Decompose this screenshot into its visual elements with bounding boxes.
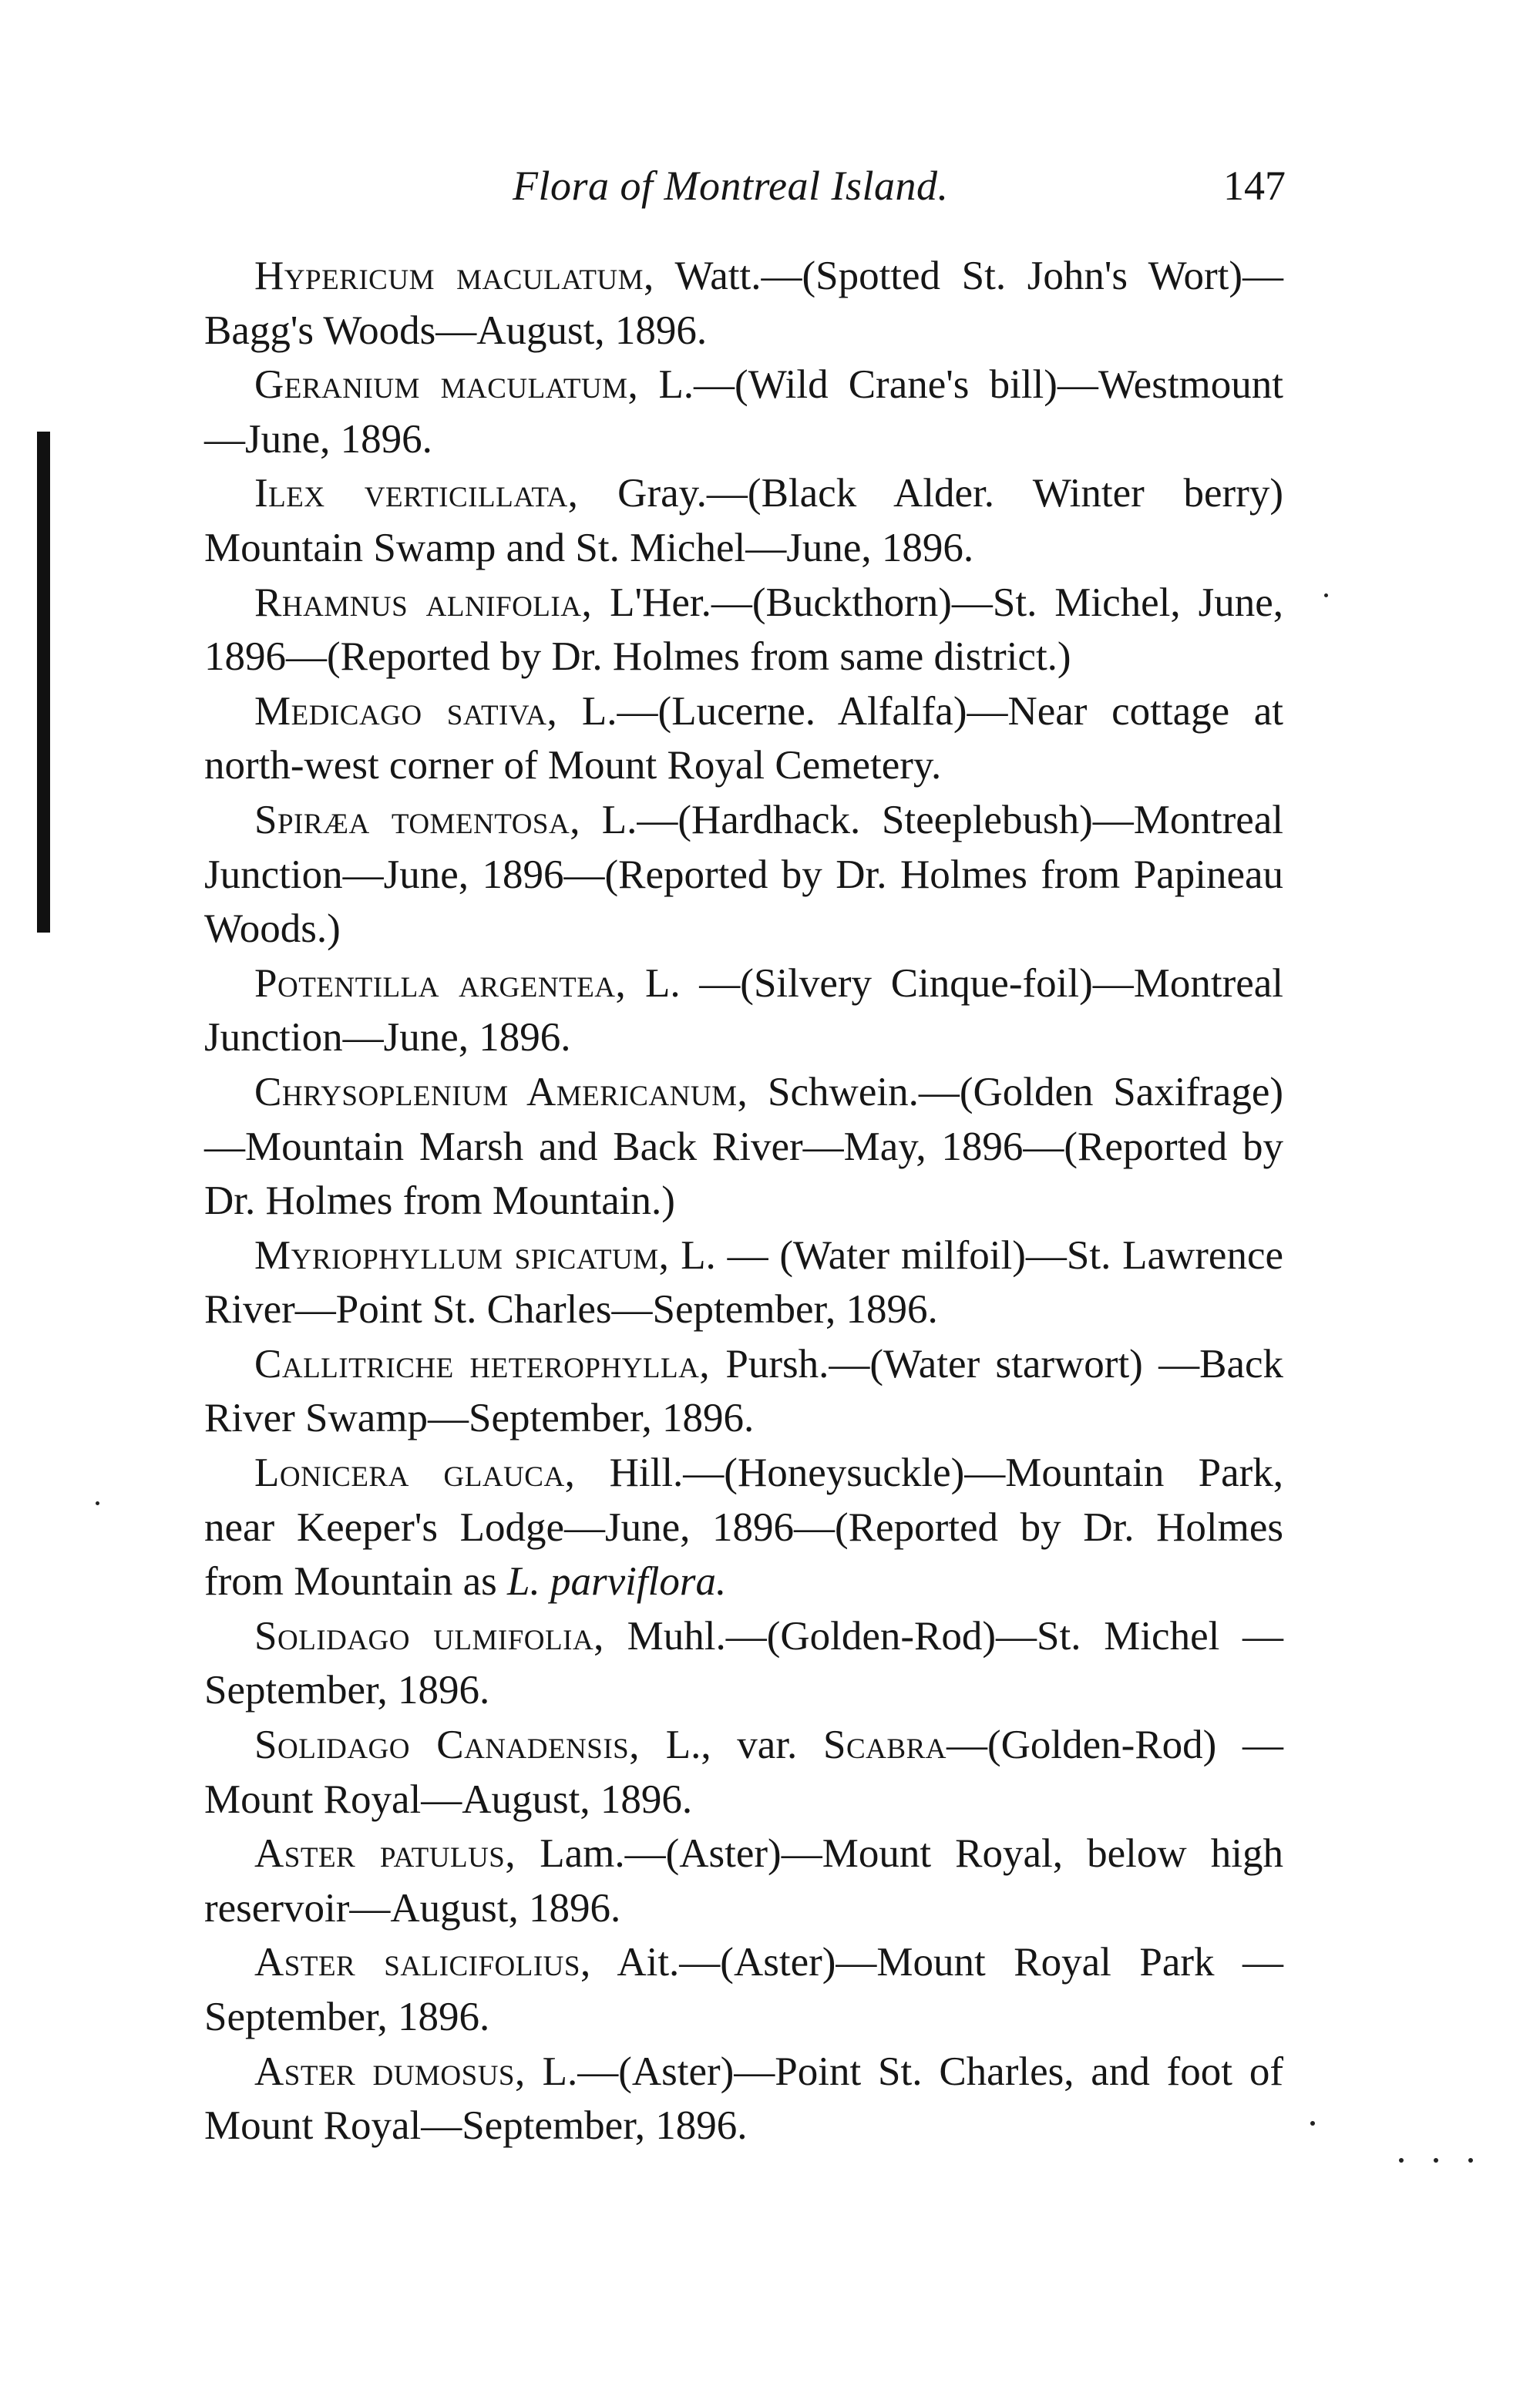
species-name: Chrysoplenium Americanum,: [254, 1069, 748, 1114]
species-entry: [204, 1718, 1283, 1827]
species-details: Schwein.—(Golden Saxifrage)—Mountain Marsh and Back River—May, 1896—(Reported by Dr. Holmes from Mountain.): [204, 1069, 1283, 1224]
scan-speck: [1324, 593, 1328, 597]
species-entry: [204, 1229, 1283, 1337]
species-entry: [204, 1827, 1283, 1935]
species-name: Solidago ulmifolia,: [254, 1613, 604, 1659]
species-name: Ilex verticillata,: [254, 471, 579, 516]
species-details: Hill.—(Honeysuckle)—Mountain Park, near Keeper's Lodge—June, 1896—(Reported by Dr. Holmes from Mountain as: [204, 1450, 1283, 1605]
variety-name: Scabra: [823, 1723, 947, 1768]
species-details-cont: —(Golden-Rod) —Mount Royal—August, 1896.: [204, 1723, 1284, 1822]
species-name: Medicago sativa,: [254, 688, 558, 734]
scan-speck: [96, 1501, 99, 1505]
species-entry: [204, 1935, 1283, 2044]
species-name: Hypericum maculatum,: [254, 254, 654, 298]
species-entry: [204, 358, 1283, 466]
species-details: L.—(Lucerne. Alfalfa)—Near cottage at north-west corner of Mount Royal Cemetery.: [204, 688, 1283, 788]
species-entry: [204, 2045, 1283, 2153]
species-entry: [204, 576, 1283, 684]
species-details: L'Her.—(Buckthorn)—St. Michel, June, 1896—(Reported by Dr. Holmes from same district.): [204, 580, 1283, 680]
species-name: Aster salicifolius,: [254, 1940, 591, 1985]
species-details: Pursh.—(Water starwort) —Back River Swamp—September, 1896.: [204, 1341, 1283, 1441]
species-name: Rhamnus alnifolia,: [254, 580, 593, 625]
running-title: Flora of Montreal Island.: [513, 163, 949, 209]
species-name: Potentilla argentea,: [254, 960, 627, 1006]
species-details: Watt.—(Spotted St. John's Wort)—Bagg's Woods—August, 1896.: [204, 254, 1283, 353]
running-head: [0, 162, 1540, 224]
margin-bar-mark: [37, 432, 50, 933]
species-details: L.—(Wild Crane's bill)—Westmount—June, 1896.: [204, 362, 1283, 462]
species-details: L. — (Water milfoil)—St. Lawrence River—Point St. Charles—September, 1896.: [204, 1232, 1283, 1333]
species-entry: [204, 1609, 1283, 1718]
species-name: Geranium maculatum,: [254, 362, 639, 408]
species-name: Aster patulus,: [254, 1831, 516, 1877]
species-entry: [204, 1337, 1283, 1446]
species-details: L., var.: [640, 1723, 824, 1768]
species-entry: [204, 249, 1283, 358]
species-name: Lonicera glauca,: [254, 1450, 576, 1496]
scan-speck: [1434, 2158, 1438, 2163]
species-details: Lam.—(Aster)—Mount Royal, below high reservoir—August, 1896.: [204, 1831, 1283, 1931]
species-entry: [204, 1065, 1283, 1229]
species-entry: [204, 684, 1283, 793]
scan-speck: [1468, 2158, 1473, 2163]
species-name: Callitriche heterophylla,: [254, 1341, 711, 1387]
species-entry: [204, 793, 1283, 956]
species-entry: [204, 1446, 1283, 1609]
species-name: Aster dumosus,: [254, 2049, 526, 2094]
species-name: Spiræa tomentosa,: [254, 797, 580, 842]
species-name: Myriophyllum spicatum,: [254, 1232, 670, 1278]
species-name: Solidago Canadensis,: [254, 1723, 640, 1768]
species-entry: [204, 956, 1283, 1065]
species-details: L.—(Hardhack. Steeplebush)—Montreal Junction—June, 1896—(Reported by Dr. Holmes from Papineau Woods.): [204, 797, 1283, 952]
scan-speck: [1399, 2158, 1404, 2163]
species-list: [204, 249, 1283, 2153]
page-number: 147: [1223, 163, 1286, 209]
species-details: L.—(Aster)—Point St. Charles, and foot of Mount Royal—September, 1896.: [204, 2049, 1284, 2149]
species-entry: [204, 466, 1283, 575]
species-details: L. —(Silvery Cinque-foil)—Montreal Junction—June, 1896.: [204, 960, 1283, 1061]
scan-speck: [1310, 2121, 1315, 2126]
species-synonym: L. parviflora.: [507, 1559, 727, 1605]
species-details: Muhl.—(Golden-Rod)—St. Michel —September, 1896.: [204, 1613, 1284, 1713]
species-details: Ait.—(Aster)—Mount Royal Park —September, 1896.: [204, 1940, 1283, 2039]
species-details: Gray.—(Black Alder. Winter berry) Mountain Swamp and St. Michel—June, 1896.: [204, 471, 1283, 570]
